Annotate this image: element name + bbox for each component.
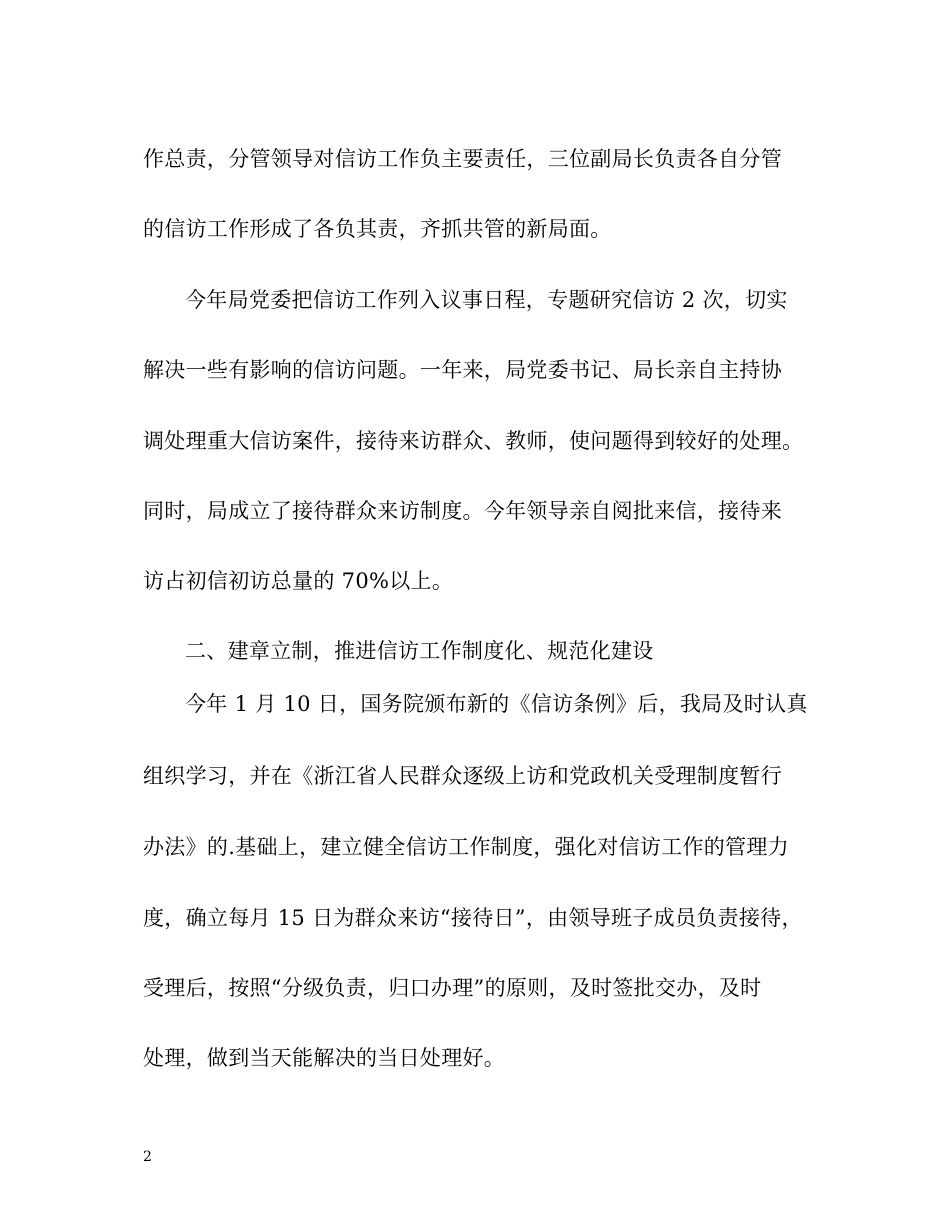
text-line: 今年 1 月 10 日，国务院颁布新的《信访条例》后，我局及时认真 xyxy=(185,692,808,716)
text-line: 同时，局成立了接待群众来访制度。今年领导亲自阅批来信，接待来 xyxy=(143,499,782,523)
text-line: 的信访工作形成了各负其责，齐抓共管的新局面。 xyxy=(143,217,612,241)
text-line: 解决一些有影响的信访问题。一年来，局党委书记、局长亲自主持协 xyxy=(143,358,782,382)
text-line: 度，确立每月 15 日为群众来访“接待日”，由领导班子成员负责接待， xyxy=(143,906,803,930)
text-line: 今年局党委把信访工作列入议事日程，专题研究信访 2 次，切实 xyxy=(185,288,788,312)
text-line: 处理，做到当天能解决的当日处理好。 xyxy=(143,1046,506,1070)
text-line: 组织学习，并在《浙江省人民群众逐级上访和党政机关受理制度暂行 xyxy=(143,764,782,788)
text-line: 受理后，按照“分级负责，归口办理”的原则，及时签批交办，及时 xyxy=(143,976,762,1000)
section-heading: 二、建章立制，推进信访工作制度化、规范化建设 xyxy=(185,639,654,663)
text-line: 办法》的.基础上，建立健全信访工作制度，强化对信访工作的管理力 xyxy=(143,835,789,859)
page-number: 2 xyxy=(143,1149,152,1165)
text-line: 访占初信初访总量的 70%以上。 xyxy=(143,569,454,593)
text-line: 作总责，分管领导对信访工作负主要责任，三位副局长负责各自分管 xyxy=(143,147,782,171)
text-line: 调处理重大信访案件，接待来访群众、教师，使问题得到较好的处理。 xyxy=(143,429,804,453)
